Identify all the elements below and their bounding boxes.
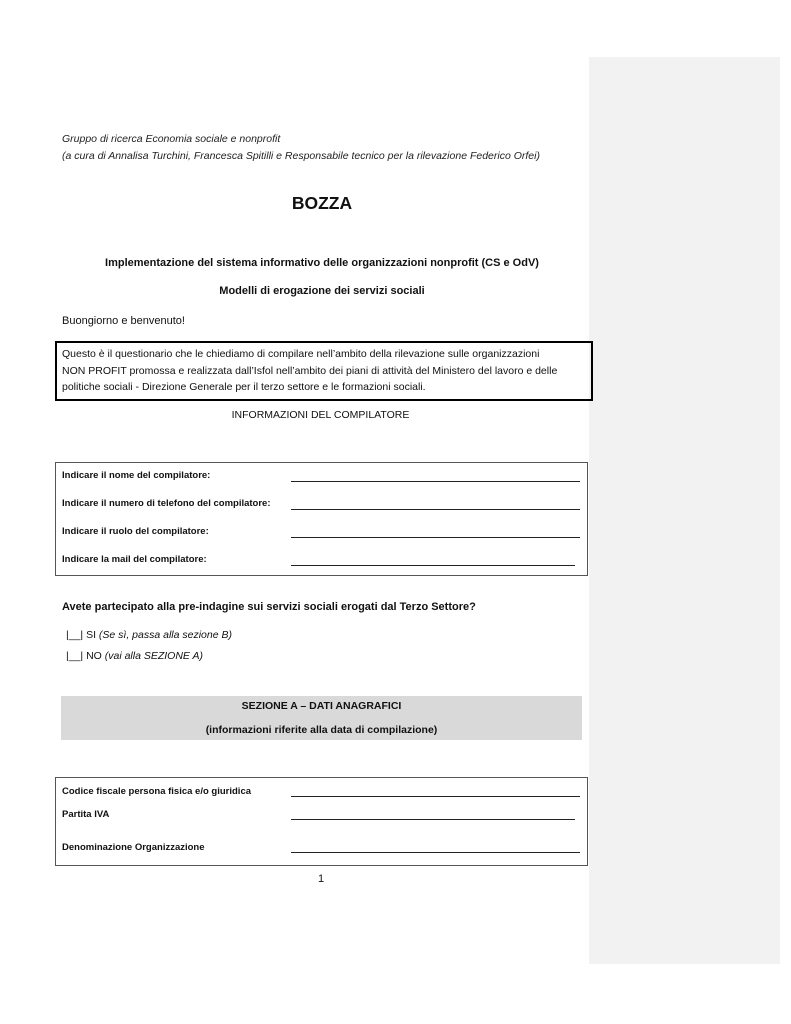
pre-survey-question: Avete partecipato alla pre-indagine sui servizi sociali erogati dal Terzo Settore?	[62, 601, 476, 613]
header-research-group: Gruppo di ricerca Economia sociale e nonprofit	[62, 133, 281, 145]
intro-line-2: NON PROFIT promossa e realizzata dall’Isfol nell’ambito dei piani di attività del Ministero del lavoro e delle	[62, 364, 558, 377]
intro-line-3: politiche sociali - Direzione Generale per il terzo settore e le formazioni sociali.	[62, 381, 426, 393]
compiler-role-label: Indicare il ruolo del compilatore:	[62, 526, 209, 537]
intro-line-1: Questo è il questionario che le chiediamo di compilare nell’ambito della rilevazione sulle organizzazioni	[62, 348, 540, 360]
section-a-subtitle: (informazioni riferite alla data di compilazione)	[205, 724, 438, 736]
tax-code-field[interactable]	[291, 796, 580, 797]
option-no-label: NO	[86, 650, 102, 662]
section-a-band	[61, 696, 582, 740]
header-authors: (a cura di Annalisa Turchini, Francesca Spitilli e Responsabile tecnico per la rilevazione Federico Orfei)	[62, 150, 540, 162]
compiler-section-title: INFORMAZIONI DEL COMPILATORE	[231, 409, 410, 421]
document-title: BOZZA	[291, 193, 353, 213]
intro-box	[55, 341, 593, 401]
compiler-role-field[interactable]	[291, 537, 580, 538]
compiler-form-box	[55, 462, 588, 576]
option-no[interactable]	[66, 650, 203, 662]
heading-main: Implementazione del sistema informativo delle organizzazioni nonprofit (CS e OdV)	[105, 257, 539, 269]
vat-number-field[interactable]	[291, 819, 575, 820]
compiler-phone-field[interactable]	[291, 509, 580, 510]
heading-sub: Modelli di erogazione dei servizi sociali	[219, 285, 425, 297]
registry-form-box	[55, 777, 588, 866]
greeting: Buongiorno e benvenuto!	[62, 315, 185, 327]
option-si-checkbox[interactable]: |__|	[66, 629, 84, 641]
page-number: 1	[317, 873, 325, 885]
option-no-note: (vai alla SEZIONE A)	[104, 650, 203, 662]
compiler-email-field[interactable]	[291, 565, 575, 566]
organization-name-field[interactable]	[291, 852, 580, 853]
option-no-checkbox[interactable]: |__|	[66, 650, 84, 662]
option-si[interactable]	[66, 629, 232, 641]
option-si-label: SI	[86, 629, 96, 641]
compiler-name-label: Indicare il nome del compilatore:	[62, 470, 211, 481]
tax-code-label: Codice fiscale persona fisica e/o giuridica	[62, 786, 252, 797]
vat-number-label: Partita IVA	[62, 809, 110, 820]
section-a-title: SEZIONE A – DATI ANAGRAFICI	[241, 700, 402, 712]
option-si-note: (Se sì, passa alla sezione B)	[98, 629, 232, 641]
compiler-phone-label: Indicare il numero di telefono del compilatore:	[62, 498, 271, 509]
compiler-name-field[interactable]	[291, 481, 580, 482]
organization-name-label: Denominazione Organizzazione	[62, 842, 205, 853]
compiler-email-label: Indicare la mail del compilatore:	[62, 554, 207, 565]
